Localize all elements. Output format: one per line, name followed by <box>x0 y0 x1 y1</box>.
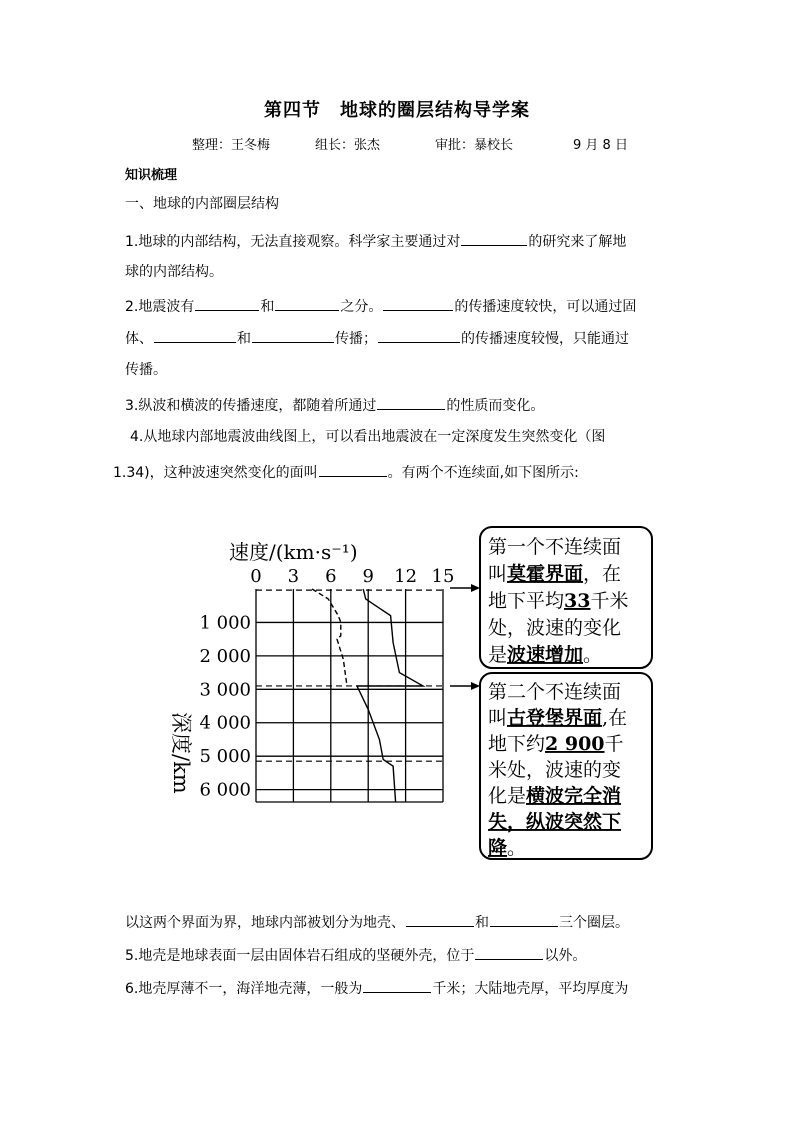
answer-blank[interactable] <box>406 912 474 927</box>
q3-text-b: 的性质而变化。 <box>446 398 545 414</box>
answer-blank[interactable] <box>252 328 334 343</box>
series-line-dashed <box>312 589 347 686</box>
y-tick-label: 2 000 <box>199 645 251 667</box>
y-tick-labels <box>199 612 251 800</box>
approver: 审批：暴校长 <box>435 138 514 153</box>
callout-2-text <box>488 681 627 859</box>
answer-blank[interactable] <box>475 945 543 960</box>
x-tick-label: 3 <box>287 566 300 587</box>
q2-text-f: 和 <box>237 331 251 347</box>
q4-text-b: 1.34)，这种波速突然变化的面叫 <box>113 465 318 481</box>
x-tick-label: 0 <box>250 566 262 587</box>
callout-1-line-3: 地下平均33千米 <box>488 590 629 612</box>
q1-text-a: 1.地球的内部结构，无法直接观察。科学家主要通过对 <box>125 234 461 250</box>
arrow-2-head <box>471 682 480 690</box>
page-title: 第四节 地球的圈层结构导学案 <box>264 100 530 121</box>
subheading: 一、地球的内部圈层结构 <box>125 196 279 212</box>
q5-text-b: 以外。 <box>544 948 587 964</box>
x-tick-label: 9 <box>362 566 374 587</box>
question-4-end <box>125 912 629 932</box>
q1-text-c: 球的内部结构。 <box>125 264 223 280</box>
question-4-cont <box>113 462 579 482</box>
seismic-wave-chart <box>165 522 665 867</box>
question-2-cont <box>125 328 629 348</box>
question-2 <box>125 296 636 316</box>
q2-text-c: 之分。 <box>340 299 383 315</box>
callout-1-line-1: 第一个不连续面 <box>488 536 622 558</box>
answer-blank[interactable] <box>383 296 453 311</box>
group-leader: 组长：张杰 <box>315 138 381 153</box>
chart-ylabel <box>169 712 193 794</box>
question-1 <box>125 231 626 251</box>
y-tick-label: 4 000 <box>199 712 251 734</box>
q4b-text-c: 三个圈层。 <box>559 915 629 931</box>
date: 9 月 8 日 <box>573 138 628 153</box>
svg-text:深度/km: 深度/km <box>169 712 193 794</box>
q5-text-a: 5.地壳是地球表面一层由固体岩石组成的坚硬外壳，位于 <box>125 948 475 964</box>
answer-blank[interactable] <box>319 462 387 477</box>
answer-blank[interactable] <box>154 328 236 343</box>
callout-1-line-4: 处，波速的变化 <box>488 617 622 639</box>
answer-blank[interactable] <box>461 231 527 246</box>
series-line-solid <box>357 589 423 802</box>
callout-1-line-2: 叫莫霍界面，在 <box>488 563 622 585</box>
q2-text-e: 体、 <box>125 331 153 347</box>
q6-text-a: 6.地壳厚薄不一，海洋地壳薄，一般为 <box>125 981 363 997</box>
callout-2-line-5: 化是横波完全消 <box>488 785 622 807</box>
answer-blank[interactable] <box>490 912 558 927</box>
q1-text-b: 的研究来了解地 <box>528 234 627 250</box>
discontinuity-lines <box>256 590 443 761</box>
q2-text-d: 的传播速度较快，可以通过固 <box>454 299 637 315</box>
section-heading: 知识梳理 <box>125 168 178 183</box>
q2-text-a: 2.地震波有 <box>125 299 195 315</box>
callout-1-line-5: 是波速增加。 <box>488 644 603 666</box>
q3-text-a: 3.纵波和横波的传播速度，都随着所通过 <box>125 398 377 414</box>
callout-2-line-2: 叫古登堡界面,在 <box>488 707 628 729</box>
compiler: 整理：王冬梅 <box>192 138 271 153</box>
q4b-text-a: 以这两个界面为界，地球内部被划分为地壳、 <box>125 915 405 931</box>
q2-text-i: 传播。 <box>125 362 167 378</box>
chart-xlabel: 速度/(km·s⁻¹) <box>229 540 358 564</box>
x-tick-labels <box>250 566 454 587</box>
q2-text-b: 和 <box>260 299 275 315</box>
y-tick-label: 5 000 <box>199 746 251 768</box>
question-6 <box>125 978 628 998</box>
callout-2-line-3: 地下约2 900千 <box>488 733 624 755</box>
q4b-text-b: 和 <box>475 915 489 931</box>
chart-grid <box>256 589 443 802</box>
question-3 <box>125 395 544 415</box>
q4-text-a: 4.从地球内部地震波曲线图上，可以看出地震波在一定深度发生突然变化（图 <box>130 429 606 445</box>
answer-blank[interactable] <box>363 978 431 993</box>
q4-text-c: 。有两个不连续面,如下图所示: <box>387 465 579 481</box>
callout-2-line-6: 失，纵波突然下 <box>488 811 622 833</box>
arrow-1-head <box>471 584 480 592</box>
q2-text-g: 传播； <box>335 331 377 347</box>
q2-text-h: 的传播速度较慢，只能通过 <box>461 331 629 347</box>
callout-2-line-7: 降。 <box>488 837 527 859</box>
x-tick-label: 15 <box>431 566 455 587</box>
callout-2-line-4: 米处，波速的变 <box>488 759 622 781</box>
answer-blank[interactable] <box>195 296 259 311</box>
x-tick-label: 12 <box>394 566 418 587</box>
y-tick-label: 6 000 <box>199 779 251 801</box>
callout-2-line-1: 第二个不连续面 <box>488 681 622 703</box>
q6-text-b: 千米；大陆地壳厚，平均厚度为 <box>432 981 629 997</box>
question-5 <box>125 945 586 965</box>
answer-blank[interactable] <box>275 296 339 311</box>
answer-blank[interactable] <box>378 328 460 343</box>
x-tick-label: 6 <box>325 566 337 587</box>
y-tick-label: 3 000 <box>199 679 251 701</box>
y-tick-label: 1 000 <box>199 612 251 634</box>
answer-blank[interactable] <box>377 395 445 410</box>
